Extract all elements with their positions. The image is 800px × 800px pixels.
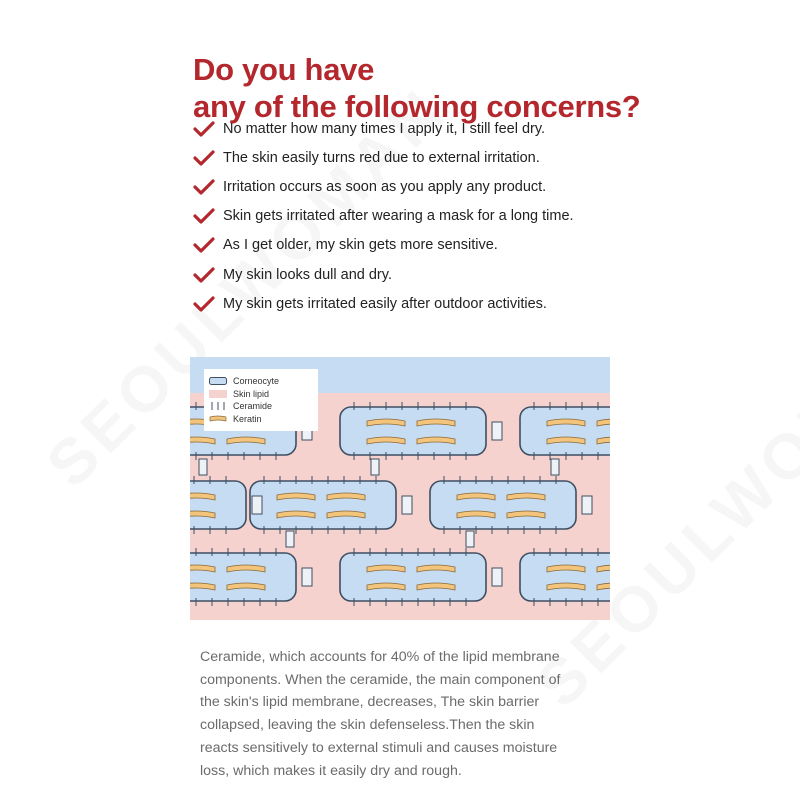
ceramide-link [252, 496, 262, 514]
corneocyte-cell [430, 481, 576, 529]
description-line: components. When the ceramide, the main component of [200, 671, 561, 688]
diagram-legend [204, 369, 318, 431]
title-line-1: Do you have [193, 51, 375, 87]
corneocyte-cell [190, 553, 296, 601]
concern-text: No matter how many times I apply it, I still feel dry. [223, 120, 546, 137]
ceramide-link [492, 422, 502, 440]
concern-text: Skin gets irritated after wearing a mask for a long time. [223, 208, 574, 225]
ceramide-link [582, 496, 592, 514]
checkmark-icon [193, 179, 215, 195]
legend-label: Ceramide [233, 401, 273, 412]
legend-label: Keratin [233, 413, 262, 424]
checkmark-icon [193, 121, 215, 137]
concern-text: The skin easily turns red due to external irritation. [223, 149, 540, 166]
concern-item [193, 231, 574, 260]
corneocyte-cell [520, 407, 610, 455]
title-line-2: any of the following concerns? [193, 88, 641, 124]
corneocyte-cell [520, 553, 610, 601]
corneocyte-swatch [209, 377, 227, 385]
corneocyte-cell [250, 481, 396, 529]
concern-text: My skin looks dull and dry. [223, 266, 392, 283]
skin-lipid-swatch [209, 390, 227, 398]
ceramide-description [200, 646, 640, 782]
legend-label: Corneocyte [233, 376, 280, 387]
description-line: collapsed, leaving the skin defenseless.Then the skin [200, 717, 535, 734]
ceramide-link [199, 459, 207, 475]
concern-text: As I get older, my skin gets more sensitive. [223, 237, 498, 254]
legend-item-keratin [209, 413, 318, 426]
keratin-swatch [209, 415, 227, 423]
corneocyte-cell [340, 407, 486, 455]
ceramide-link [551, 459, 559, 475]
ceramide-link [492, 568, 502, 586]
corneocyte-cell [340, 553, 486, 601]
ceramide-link [371, 459, 379, 475]
concern-item [193, 289, 574, 318]
checkmark-icon [193, 208, 215, 224]
ceramide-link [466, 531, 474, 547]
description-line: Ceramide, which accounts for 40% of the lipid membrane [200, 649, 560, 665]
concern-list [193, 114, 574, 318]
concern-text: Irritation occurs as soon as you apply any product. [223, 178, 547, 195]
concern-item [193, 114, 574, 143]
concern-item [193, 143, 574, 172]
checkmark-icon [193, 267, 215, 283]
legend-item-ceramide [209, 400, 318, 413]
ceramide-link [302, 568, 312, 586]
ceramide-link [286, 531, 294, 547]
skin-barrier-diagram [190, 357, 610, 620]
concern-item [193, 260, 574, 289]
corneocyte-cell [190, 481, 246, 529]
ceramide-link [402, 496, 412, 514]
concern-item [193, 202, 574, 231]
legend-label: Skin lipid [233, 388, 270, 399]
checkmark-icon [193, 150, 215, 166]
legend-item-skin-lipid [209, 388, 318, 401]
ceramide-swatch [209, 402, 227, 410]
description-line: loss, which makes it easily dry and rough. [200, 762, 462, 779]
description-line: the skin's lipid membrane, decreases, The skin barrier [200, 694, 540, 711]
concern-item [193, 172, 574, 201]
legend-item-corneocyte [209, 375, 318, 388]
description-line: reacts sensitively to external stimuli and causes moisture [200, 739, 558, 756]
checkmark-icon [193, 296, 215, 312]
concern-text: My skin gets irritated easily after outdoor activities. [223, 295, 547, 312]
checkmark-icon [193, 237, 215, 253]
